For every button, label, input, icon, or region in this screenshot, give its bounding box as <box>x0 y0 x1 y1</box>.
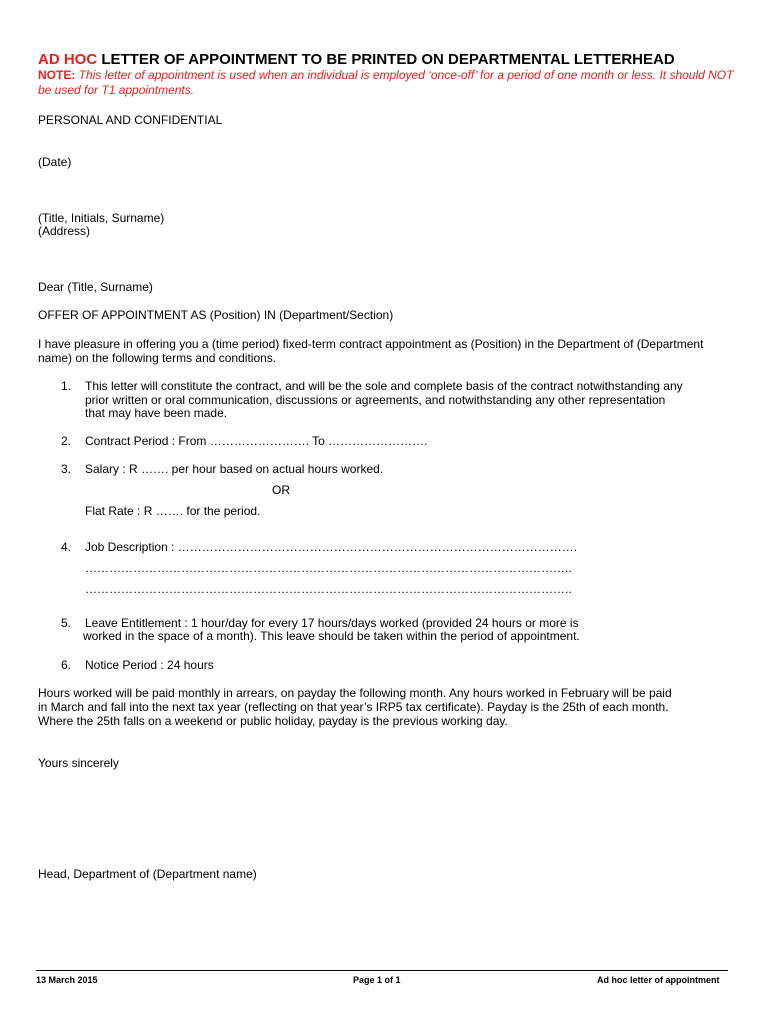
job-description-line: ………………………………………………………………………………………………………….. <box>85 582 572 596</box>
item-number: 5. <box>61 616 72 630</box>
item-text-line: prior written or oral communication, discussions or agreements, and notwithstanding any other representation <box>85 393 666 407</box>
addressee-address: (Address) <box>38 224 91 238</box>
item-number: 3. <box>61 462 72 476</box>
item-number: 2. <box>61 434 72 448</box>
leave-entitlement-line: Leave Entitlement : 1 hour/day for every 17 hours/days worked (provided 24 hours or more is <box>85 616 579 630</box>
document-title <box>38 51 675 68</box>
subject-line: OFFER OF APPOINTMENT AS (Position) IN (Department/Section) <box>38 308 394 322</box>
job-description-line: ………………………………………………………………………………………………………….. <box>85 561 572 575</box>
signatory: Head, Department of (Department name) <box>38 867 257 881</box>
payment-line: in March and fall into the next tax year (reflecting on that year’s IRP5 tax certificate). Payday is the 25th of each month. <box>38 700 669 714</box>
note-text: This letter of appointment is used when an individual is employed ‘once-off’ for a period of one month or less. It should NOT be used for T1 appointments. <box>38 68 734 97</box>
item-number: 6. <box>61 658 72 672</box>
note-label: NOTE: <box>38 68 76 82</box>
note <box>38 68 738 98</box>
salary-line: Salary : R ……. per hour based on actual hours worked. <box>85 462 384 476</box>
item-number: 4. <box>61 540 72 554</box>
or-separator: OR <box>272 483 290 497</box>
item-number: 1. <box>61 379 72 393</box>
item-text-line: This letter will constitute the contract, and will be the sole and complete basis of the contract notwithstanding any <box>85 379 683 393</box>
contract-period-line: Contract Period : From ……………………. To ……………………. <box>85 434 428 448</box>
payment-line: Where the 25th falls on a weekend or public holiday, payday is the previous working day. <box>38 714 508 728</box>
closing: Yours sincerely <box>38 756 119 770</box>
footer-page-number: Page 1 of 1 <box>353 975 401 985</box>
payment-line: Hours worked will be paid monthly in arrears, on payday the following month. Any hours worked in February will be paid <box>38 686 672 700</box>
flat-rate-line: Flat Rate : R ……. for the period. <box>85 504 261 518</box>
intro-paragraph: I have pleasure in offering you a (time period) fixed-term contract appointment as (Position) in the Department of (Department name) on the following terms and conditions. <box>38 337 704 365</box>
confidential-label: PERSONAL AND CONFIDENTIAL <box>38 113 223 127</box>
job-description-line: Job Description : ………………………………………………………………………………………. <box>85 540 578 554</box>
title-rest: LETTER OF APPOINTMENT TO BE PRINTED ON DEPARTMENTAL LETTERHEAD <box>97 51 675 68</box>
notice-period-line: Notice Period : 24 hours <box>85 658 214 672</box>
footer-document-name: Ad hoc letter of appointment <box>597 975 720 985</box>
date-placeholder: (Date) <box>38 155 72 169</box>
addressee-name: (Title, Initials, Surname) <box>38 211 165 225</box>
item-text-line: that may have been made. <box>85 406 228 420</box>
footer-date: 13 March 2015 <box>36 975 98 985</box>
salutation: Dear (Title, Surname) <box>38 280 153 294</box>
leave-entitlement-line: worked in the space of a month). This leave should be taken within the period of appointment. <box>83 629 580 643</box>
footer-divider <box>36 970 728 971</box>
title-prefix: AD HOC <box>38 51 98 68</box>
